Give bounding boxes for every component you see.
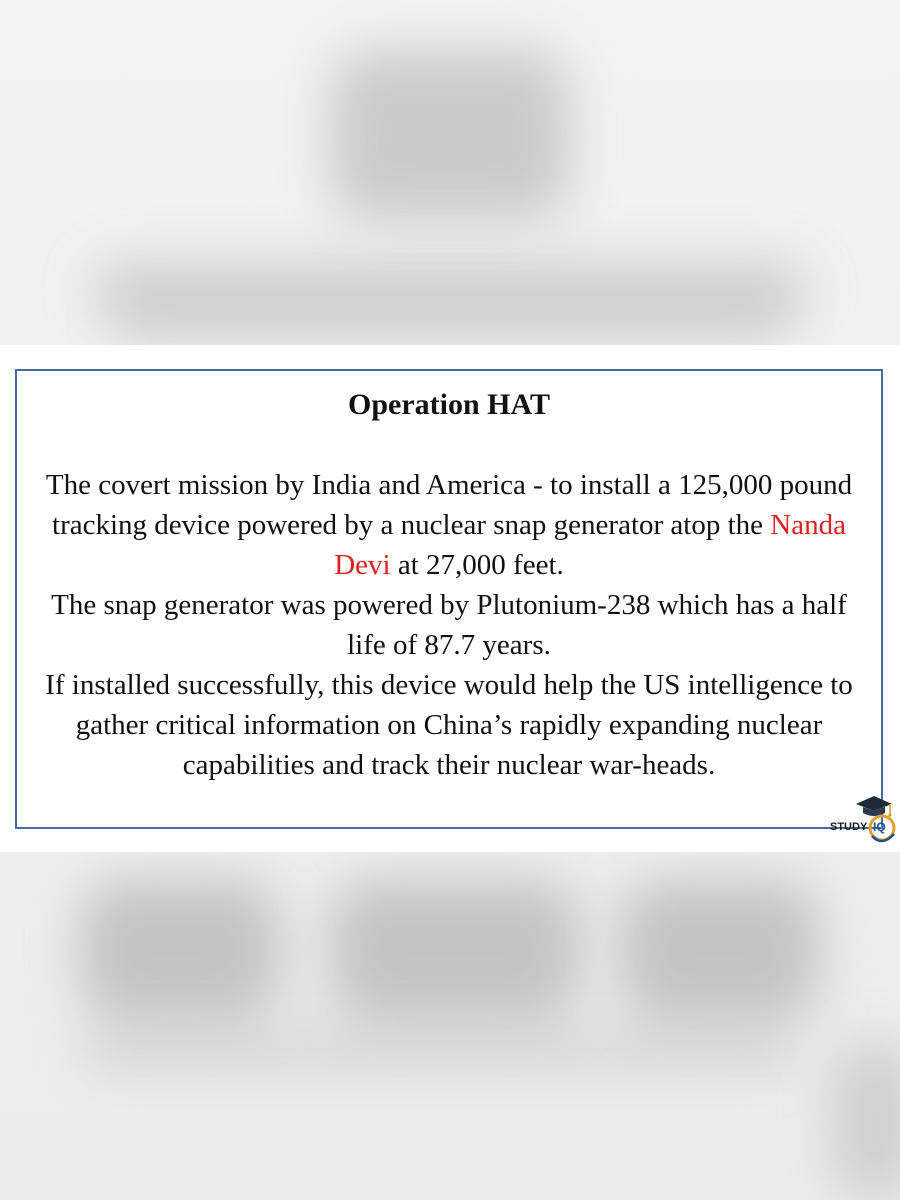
blurred-shape [110, 300, 790, 340]
paragraph-mission [17, 465, 881, 585]
paragraph-plutonium: The snap generator was powered by Plutonium-238 which has a half life of 87.7 years. [51, 589, 847, 661]
paragraph-mission-text: The covert mission by India and America - to install a 125,000 pound tracking device powered by a nuclear snap generator atop the [45, 469, 853, 541]
blurred-shape [830, 1040, 900, 1200]
blurred-shape [330, 50, 570, 220]
blurred-shape [330, 880, 580, 1020]
slide-panel [0, 345, 900, 852]
highlight-nanda-devi: Nanda Devi [334, 509, 846, 581]
studyiq-logo [828, 792, 898, 850]
paragraph-mission-end: at 27,000 feet. [390, 549, 564, 581]
slide-title: Operation HAT [348, 388, 550, 421]
logo-mark: IQ [873, 820, 886, 834]
blurred-shape [80, 880, 280, 1020]
content-box [15, 369, 883, 829]
logo-text: STUDY [830, 821, 868, 833]
blurred-shape [620, 880, 820, 1020]
paragraph-intelligence: If installed successfully, this device would help the US intelligence to gather critical information on China’s rapidly expanding nuclear capabilities and track their nuclear war-heads. [45, 669, 853, 781]
blurred-shape [80, 1030, 800, 1070]
